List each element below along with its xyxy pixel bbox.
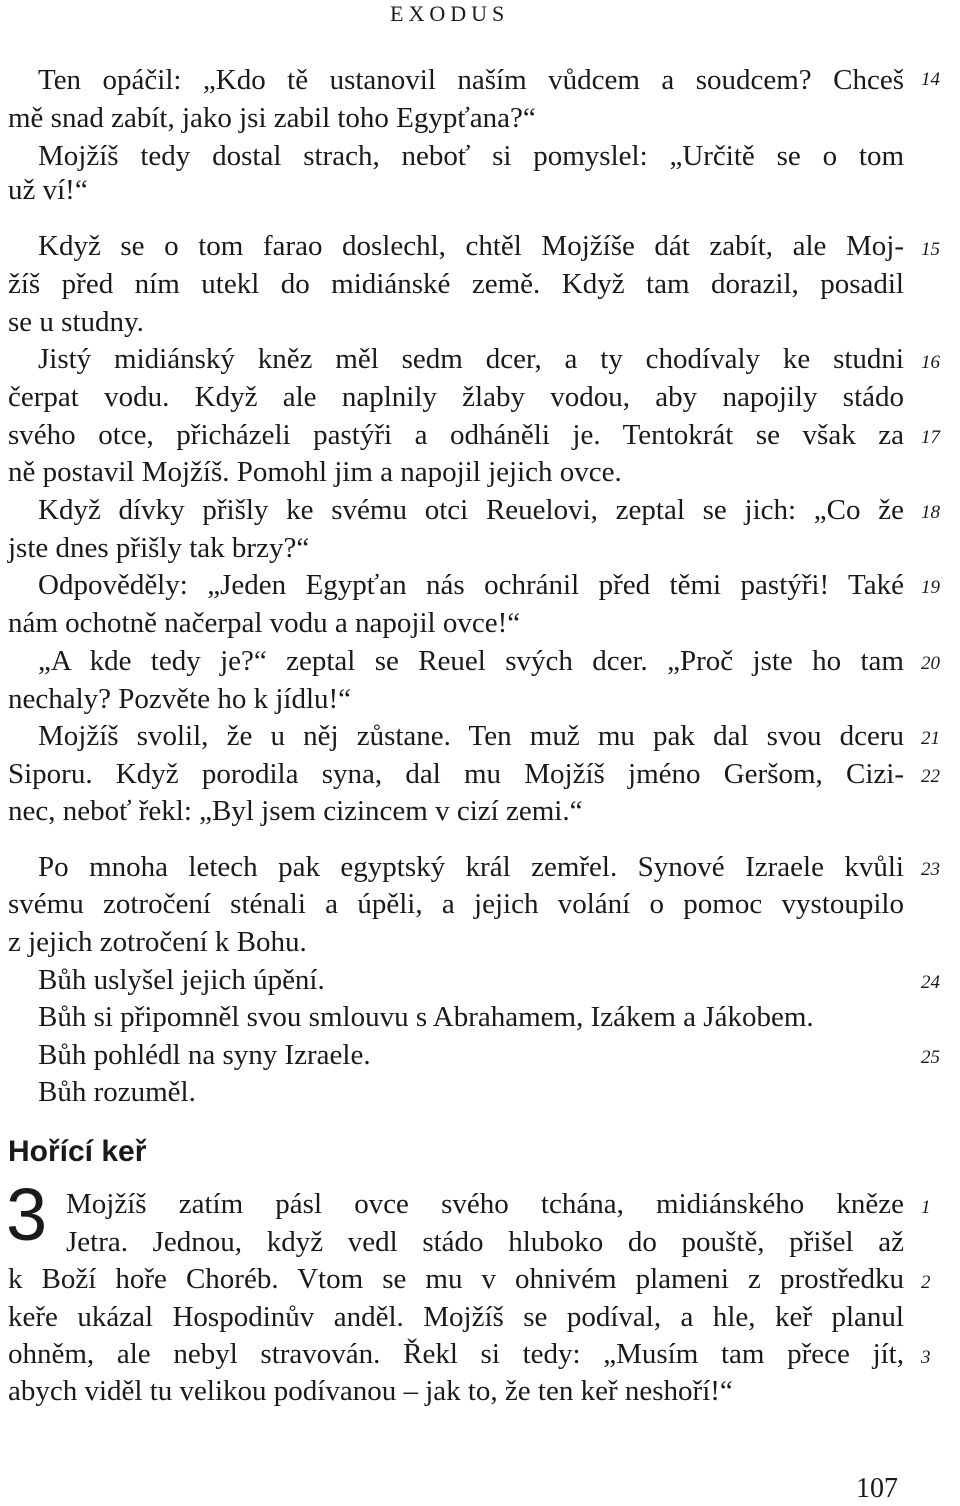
text-line: svému zotročení sténali a úpěli, a jejich volání o pomoc vystoupilo [8,888,904,920]
page-number: 107 [856,1473,898,1504]
text-line: keře ukázal Hospodinův anděl. Mojžíš se podíval, a hle, keř planul [8,1301,904,1333]
text-line: Když se o tom farao doslechl, chtěl Mojžíše dát zabít, ale Moj- [38,230,904,262]
text-line: Bůh rozuměl. [38,1076,196,1108]
verse-number: 18 [921,502,940,523]
text-line: Odpověděly: „Jeden Egypťan nás ochránil před těmi pastýři! Také [38,569,904,601]
text-line: k Boží hoře Choréb. Vtom se mu v ohnivém plameni z prostředku [8,1263,904,1295]
verse-number: 2 [921,1272,931,1293]
text-line: už ví!“ [8,174,88,206]
text-line: Ten opáčil: „Kdo tě ustanovil naším vůdcem a soudcem? Chceš [38,64,904,96]
verse-number: 25 [921,1047,940,1068]
verse-number: 23 [921,859,940,880]
verse-number: 15 [921,239,940,260]
verse-number: 22 [921,766,940,787]
text-line: ně postavil Mojžíš. Pomohl jim a napojil jejich ovce. [8,456,622,488]
text-line: nec, neboť řekl: „Byl jsem cizincem v cizí zemi.“ [8,795,583,827]
text-line: Jistý midiánský kněz měl sedm dcer, a ty chodívaly ke studni [38,343,904,375]
text-line: Bůh si připomněl svou smlouvu s Abrahamem, Izákem a Jákobem. [38,1001,814,1033]
text-line: Jetra. Jednou, když vedl stádo hluboko do pouště, přišel až [66,1226,904,1258]
verse-number: 21 [921,728,940,749]
text-line: se u studny. [8,306,144,338]
text-line: nám ochotně načerpal vodu a napojil ovce!“ [8,607,521,639]
verse-number: 17 [921,427,940,448]
text-line: Mojžíš tedy dostal strach, neboť si pomyslel: „Určitě se o tom [38,140,904,172]
text-line: žíš před ním utekl do midiánské země. Když tam dorazil, posadil [8,268,904,300]
text-line: abych viděl tu velikou podívanou – jak to, že ten keř neshoří!“ [8,1375,733,1407]
text-line: svého otce, přicházeli pastýři a odháněli je. Tentokrát se však za [8,419,904,451]
verse-number: 16 [921,352,940,373]
running-head: EXODUS [390,1,510,26]
chapter-number: 3 [6,1173,48,1256]
text-line: Po mnoha letech pak egyptský král zemřel. Synové Izraele kvůli [38,851,904,883]
text-line: mě snad zabít, jako jsi zabil toho Egypťana?“ [8,102,536,134]
verse-number: 24 [921,972,940,993]
verse-number: 14 [921,69,940,90]
text-line: ohněm, ale nebyl stravován. Řekl si tedy: „Musím tam přece jít, [8,1338,904,1370]
text-line: z jejich zotročení k Bohu. [8,926,307,958]
verse-number: 20 [921,653,940,674]
text-line: Siporu. Když porodila syna, dal mu Mojžíš jméno Geršom, Cizi- [8,758,904,790]
text-line: „A kde tedy je?“ zeptal se Reuel svých dcer. „Proč jste ho tam [38,645,904,677]
verse-number: 3 [921,1347,931,1368]
text-line: jste dnes přišly tak brzy?“ [8,532,310,564]
section-heading: Hořící keř [8,1135,147,1168]
text-line: Mojžíš zatím pásl ovce svého tchána, midiánského kněze [66,1188,904,1220]
text-line: Mojžíš svolil, že u něj zůstane. Ten muž mu pak dal svou dceru [38,720,904,752]
text-line: Bůh pohlédl na syny Izraele. [38,1039,371,1071]
text-line: čerpat vodu. Když ale naplnily žlaby vodou, aby napojily stádo [8,381,904,413]
text-line: nechaly? Pozvěte ho k jídlu!“ [8,683,352,715]
verse-number: 19 [921,577,940,598]
text-line: Bůh uslyšel jejich úpění. [38,964,325,996]
verse-number: 1 [921,1197,931,1218]
text-line: Když dívky přišly ke svému otci Reuelovi, zeptal se jich: „Co že [38,494,904,526]
